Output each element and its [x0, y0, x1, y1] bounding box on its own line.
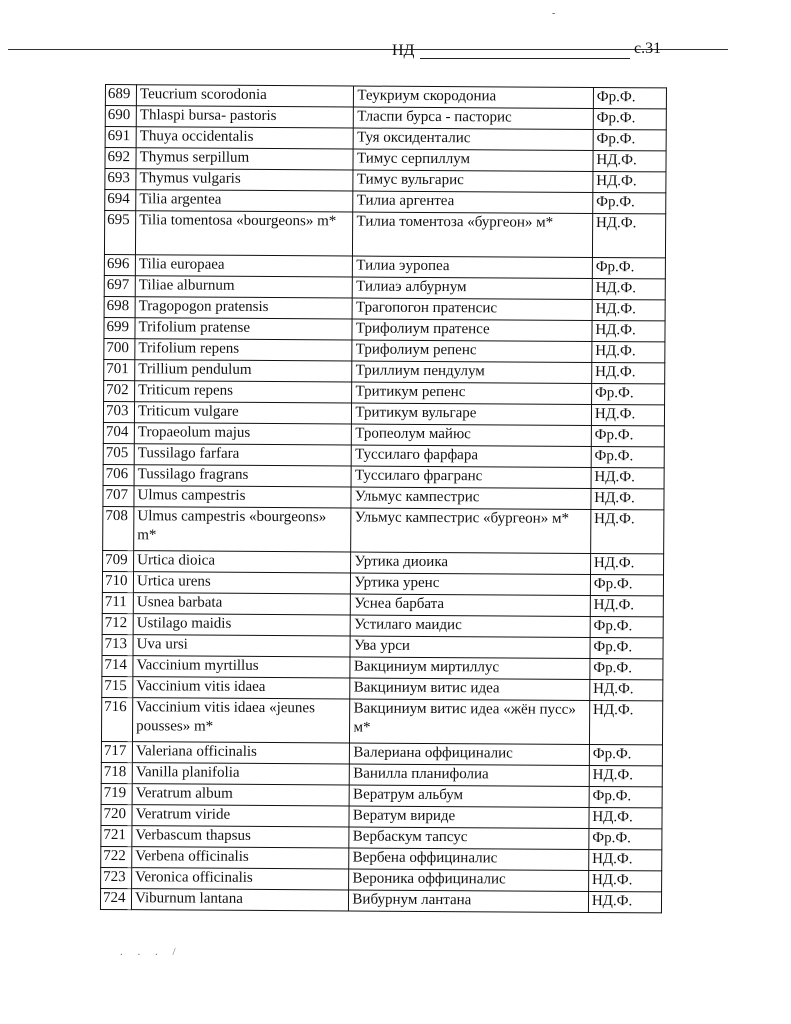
row-number: 698: [104, 296, 135, 317]
latin-name: Verbena officinalis: [132, 847, 349, 869]
russian-name: Трифолиум пратенсе: [352, 319, 592, 341]
latin-name: Vaccinium myrtillus: [133, 656, 350, 678]
russian-name: Теукриум скородониа: [354, 86, 594, 108]
source-code: НД.Ф.: [588, 870, 661, 891]
row-number: 719: [101, 783, 132, 804]
russian-name: Вакциниум витис идеа «жён пусс» м*: [350, 699, 590, 744]
row-number: 722: [101, 846, 132, 867]
russian-name: Ванилла планифолиа: [350, 764, 590, 786]
russian-name: Вербаскум тапсус: [349, 827, 589, 849]
russian-name: Туя оксиденталис: [354, 128, 594, 150]
russian-name: Вакциниум миртиллус: [350, 657, 590, 679]
row-number: 702: [104, 380, 135, 401]
header-rule: [8, 49, 728, 50]
latin-name: Valeriana officinalis: [132, 742, 349, 764]
latin-name: Vanilla planifolia: [132, 763, 349, 785]
source-code: НД.Ф.: [589, 765, 662, 786]
row-number: 706: [103, 464, 134, 485]
russian-name: Тритикум вульгаре: [352, 403, 592, 425]
table-row: [100, 888, 661, 912]
row-number: 708: [103, 506, 134, 550]
source-code: НД.Ф.: [593, 171, 666, 192]
remedy-table-body: [100, 85, 666, 913]
source-code: НД.Ф.: [589, 807, 662, 828]
russian-name: Тимус серпиллум: [353, 149, 593, 171]
row-number: 718: [101, 762, 132, 783]
russian-name: Туссилаго фарфара: [352, 445, 592, 467]
russian-name: Тилиа эуропеа: [353, 256, 593, 278]
document-label: НД: [392, 42, 415, 59]
source-code: НД.Ф.: [593, 150, 666, 171]
latin-name: Vaccinium vitis idaea «jeunes pousses» m*: [133, 698, 351, 743]
row-number: 713: [102, 634, 133, 655]
latin-name: Tropaeolum majus: [134, 423, 351, 445]
russian-name: Тилиа томентоза «бургеон» м*: [353, 212, 593, 257]
latin-name: Thymus serpillum: [136, 148, 353, 170]
russian-name: Вероника оффициналис: [349, 869, 589, 891]
table-row: [104, 211, 665, 258]
remedy-table: [100, 84, 667, 913]
latin-name: Uva ursi: [133, 635, 350, 657]
russian-name: Валериана оффициналис: [350, 743, 590, 765]
row-number: 690: [105, 106, 136, 127]
russian-name: Ува урси: [350, 636, 590, 658]
russian-name: Трагопогон пратенсис: [352, 298, 592, 320]
latin-name: Tiliae alburnum: [135, 276, 352, 298]
row-number: 711: [102, 592, 133, 613]
row-number: 697: [104, 275, 135, 296]
scan-marks: . . . /: [120, 946, 182, 958]
source-code: НД.Ф.: [588, 891, 661, 912]
latin-name: Urtica urens: [133, 572, 350, 594]
latin-name: Teucrium scorodonia: [136, 85, 353, 107]
source-code: Фр.Ф.: [593, 129, 666, 150]
latin-name: Trillium pendulum: [135, 360, 352, 382]
latin-name: Tussilago farfara: [134, 444, 351, 466]
latin-name: Urtica dioica: [134, 551, 351, 573]
row-number: 723: [101, 867, 132, 888]
row-number: 704: [103, 422, 134, 443]
source-code: Фр.Ф.: [591, 446, 664, 467]
latin-name: Tilia europaea: [135, 255, 352, 277]
russian-name: Ульмус кампестрис «бургеон» м*: [351, 508, 591, 553]
row-number: 710: [102, 571, 133, 592]
row-number: 694: [105, 190, 136, 211]
source-code: НД.Ф.: [590, 509, 663, 553]
russian-name: Триллиум пендулум: [352, 361, 592, 383]
latin-name: Tilia tomentosa «bourgeons» m*: [136, 211, 354, 256]
latin-name: Ulmus campestris: [134, 486, 351, 508]
source-code: НД.Ф.: [590, 679, 663, 700]
source-code: НД.Ф.: [591, 404, 664, 425]
russian-name: Тритикум репенс: [352, 382, 592, 404]
source-code: НД.Ф.: [589, 700, 662, 744]
row-number: 700: [104, 338, 135, 359]
latin-name: Tilia argentea: [136, 190, 353, 212]
row-number: 720: [101, 804, 132, 825]
row-number: 715: [102, 676, 133, 697]
row-number: 701: [104, 359, 135, 380]
russian-name: Уснеа барбата: [351, 594, 591, 616]
source-code: Фр.Ф.: [589, 828, 662, 849]
document-number-blank: [420, 58, 630, 59]
latin-name: Tussilago fragrans: [134, 465, 351, 487]
latin-name: Veratrum viride: [132, 805, 349, 827]
latin-name: Viburnum lantana: [132, 889, 349, 911]
russian-name: Тимус вульгарис: [353, 170, 593, 192]
latin-name: Ustilago maidis: [133, 614, 350, 636]
source-code: НД.Ф.: [590, 595, 663, 616]
source-code: Фр.Ф.: [591, 425, 664, 446]
latin-name: Thlaspi bursa- pastoris: [136, 106, 353, 128]
russian-name: Уртика уренс: [351, 573, 591, 595]
source-code: НД.Ф.: [591, 467, 664, 488]
table-row: [101, 697, 662, 744]
row-number: 709: [103, 550, 134, 571]
latin-name: Ulmus campestris «bourgeons» m*: [134, 507, 352, 552]
row-number: 691: [105, 127, 136, 148]
source-code: Фр.Ф.: [590, 658, 663, 679]
russian-name: Вератум вириде: [349, 806, 589, 828]
latin-name: Thymus vulgaris: [136, 169, 353, 191]
row-number: 712: [102, 613, 133, 634]
source-code: НД.Ф.: [592, 278, 665, 299]
row-number: 689: [105, 85, 136, 106]
latin-name: Triticum vulgare: [134, 402, 351, 424]
latin-name: Usnea barbata: [133, 593, 350, 615]
russian-name: Тилиа аргентеа: [353, 191, 593, 213]
row-number: 721: [101, 825, 132, 846]
russian-name: Вербена оффициналис: [349, 848, 589, 870]
table-row: [103, 506, 664, 553]
source-code: НД.Ф.: [592, 320, 665, 341]
row-number: 699: [104, 317, 135, 338]
source-code: НД.Ф.: [592, 341, 665, 362]
latin-name: Vaccinium vitis idaea: [133, 677, 350, 699]
row-number: 714: [102, 655, 133, 676]
source-code: НД.Ф.: [589, 849, 662, 870]
russian-name: Ульмус кампестрис: [351, 487, 591, 509]
source-code: Фр.Ф.: [592, 257, 665, 278]
latin-name: Tragopogon pratensis: [135, 297, 352, 319]
source-code: Фр.Ф.: [590, 637, 663, 658]
row-number: 717: [101, 741, 132, 762]
row-number: 703: [103, 401, 134, 422]
latin-name: Trifolium pratense: [135, 318, 352, 340]
page-header: [0, 34, 791, 74]
row-number: 705: [103, 443, 134, 464]
source-code: Фр.Ф.: [593, 192, 666, 213]
latin-name: Trifolium repens: [135, 339, 352, 361]
source-code: НД.Ф.: [592, 213, 665, 257]
russian-name: Трифолиум репенс: [352, 340, 592, 362]
row-number: 716: [101, 697, 132, 741]
latin-name: Verbascum thapsus: [132, 826, 349, 848]
row-number: 695: [104, 211, 135, 255]
source-code: НД.Ф.: [592, 362, 665, 383]
source-code: Фр.Ф.: [591, 383, 664, 404]
source-code: НД.Ф.: [590, 553, 663, 574]
page-number: с.31: [634, 40, 662, 57]
source-code: Фр.Ф.: [590, 616, 663, 637]
source-code: Фр.Ф.: [593, 87, 666, 108]
latin-name: Veratrum album: [132, 784, 349, 806]
russian-name: Тласпи бурса - пасторис: [354, 107, 594, 129]
source-code: Фр.Ф.: [590, 574, 663, 595]
russian-name: Устилаго маидис: [351, 615, 591, 637]
russian-name: Тропеолум майюс: [352, 424, 592, 446]
russian-name: Вибурнум лантана: [349, 890, 589, 912]
row-number: 693: [105, 169, 136, 190]
source-code: Фр.Ф.: [589, 786, 662, 807]
russian-name: Вератрум альбум: [350, 785, 590, 807]
source-code: Фр.Ф.: [589, 744, 662, 765]
russian-name: Уртика диоика: [351, 552, 591, 574]
latin-name: Thuya occidentalis: [136, 127, 353, 149]
source-code: НД.Ф.: [592, 299, 665, 320]
russian-name: Вакциниум витис идеа: [350, 678, 590, 700]
latin-name: Veronica officinalis: [132, 868, 349, 890]
row-number: 692: [105, 148, 136, 169]
row-number: 724: [100, 888, 131, 909]
source-code: Фр.Ф.: [593, 108, 666, 129]
row-number: 707: [103, 485, 134, 506]
russian-name: Тилиаэ албурнум: [353, 277, 593, 299]
row-number: 696: [104, 254, 135, 275]
russian-name: Туссилаго фрагранс: [351, 466, 591, 488]
scan-mark: -: [552, 8, 556, 19]
source-code: НД.Ф.: [591, 488, 664, 509]
latin-name: Triticum repens: [135, 381, 352, 403]
